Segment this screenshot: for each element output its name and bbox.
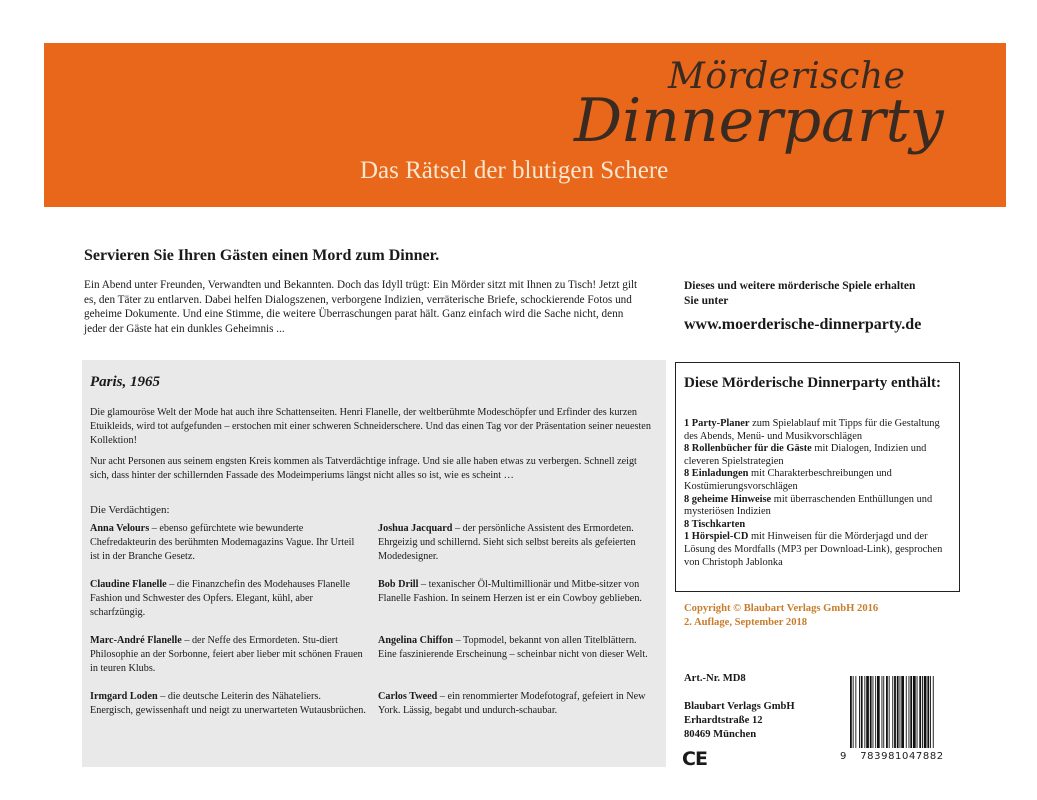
suspect-entry [90,522,366,564]
suspect-name: Bob Drill [378,579,419,590]
suspect-description: – die Finanzchefin des Modehauses Flanelle Fashion und Schwester des Opfers. Elegant, kühl, aber scharfzüngig. [90,579,351,618]
barcode-bars-icon [850,676,962,750]
story-paragraph: Die glamouröse Welt der Mode hat auch ihre Schattenseiten. Henri Flanelle, der weltberühmte Modeschöpfer und Erfinder des kurzen Etuikleids, wird tot aufgefunden – erstochen mit einer schweren Schneiderschere. Und das einen Tag vor der Präsentation seiner neuesten Kollektion! [90,407,651,446]
ce-mark-icon: CE [682,748,707,770]
brand-title-line1: Mörderische [668,56,906,97]
contents-item [684,468,956,493]
suspect-name: Claudine Flanelle [90,579,167,590]
contents-item-label: 8 geheime Hinweise [684,493,772,505]
suspect-entry [378,578,654,606]
contents-item-label: 1 Hörspiel-CD [684,531,749,543]
suspect-description: – texanischer Öl-Multimillionär und Mitbe-sitzer von Flanelle Fashion. In seinem Herzen ist er ein Cowboy geblieben. [378,579,642,604]
suspect-entry [90,634,366,676]
suspect-name: Marc-André Flanelle [90,635,182,646]
contents-item-text: mit Charakterbeschreibungen und Kostümierungsvorschlägen [684,468,892,492]
contents-item [684,494,956,519]
suspect-description: – Topmodel, bekannt von allen Titelblättern. Eine faszinierende Erscheinung – scheinbar nicht von dieser Welt. [378,635,648,660]
suspect-entry [378,634,654,662]
contents-list [684,418,956,569]
promo-text: Dieses und weitere mörderische Spiele erhalten Sie unter [684,280,916,307]
story-paragraph: Nur acht Personen aus seinem engsten Kreis kommen als Tatverdächtige infrage. Und sie alle haben etwas zu verbergen. Schnell zeigt sich, dass hinter der schillernden Fassade des Modeimperiums längst nicht alles so ist, wie es scheint … [90,456,637,481]
suspect-entry [378,522,654,564]
suspect-name: Carlos Tweed [378,691,438,702]
suspect-name: Irmgard Loden [90,691,158,702]
contents-item-label: 1 Party-Planer [684,418,750,429]
contents-item [684,519,956,532]
suspect-name: Anna Velours [90,523,150,534]
contents-item [684,531,956,569]
contents-item [684,418,956,443]
contents-item-text: mit Hinweisen für die Mörderjagd und der Lösung des Mordfalls (MP3 per Download-Link), gesprochen von Christoph Jablonka [684,531,943,568]
contents-item-label: 8 Einladungen [684,468,749,480]
publisher-address [684,700,795,742]
publisher-name: Blaubart Verlags GmbH [684,701,795,712]
barcode-first-digit: 9 [840,751,847,762]
copyright-line: Copyright © Blaubart Verlags GmbH 2016 [684,603,879,614]
intro-paragraph: Ein Abend unter Freunden, Verwandten und Bekannten. Doch das Idyll trügt: Ein Mörder sitzt mit Ihnen zu Tisch! Jetzt gilt es, den Täter zu entlarven. Dabei helfen Dialogszenen, verborgene Indizien, verräterische Briefe, schockierende Fotos und geheime Dokumente. Und eine Stimme, die weitere Überraschungen parat hält. Ganz einfach wird die Sache nicht, denn jeder der Gäste hat ein dunkles Geheimnis ... [84,279,638,335]
contents-item-text: zum Spielablauf mit Tipps für die Gestaltung des Abends, Menü- und Musikvorschlägen [684,418,940,442]
game-subtitle: Das Rätsel der blutigen Schere [360,157,669,184]
website-link[interactable]: www.moerderische-dinnerparty.de [684,316,922,333]
publisher-street: Erhardtstraße 12 [684,715,763,726]
contents-item-text: mit Dialogen, Indizien und cleveren Spielstrategien [684,443,927,467]
suspect-entry [378,690,654,718]
brand-title-line2: Dinnerparty [574,86,944,156]
contents-title: Diese Mörderische Dinnerparty enthält: [684,375,942,391]
edition-line: 2. Auflage, September 2018 [684,617,808,628]
suspect-entry [90,690,366,718]
story-title: Paris, 1965 [90,374,161,390]
copyright-notice [684,602,878,630]
article-number: Art.-Nr. MD8 [684,673,746,684]
suspect-description: – der persönliche Assistent des Ermordeten. Ehrgeizig und schillernd. Sieht sich selbst bereits als gefeierten Modedesigner. [378,523,636,562]
contents-item-label: 8 Rollenbücher für die Gäste [684,443,812,455]
contents-item-label: 8 Tischkarten [684,518,746,530]
contents-item [684,443,956,468]
suspect-name: Joshua Jacquard [378,523,453,534]
publisher-city: 80469 München [684,729,757,740]
suspect-name: Angelina Chiffon [378,635,454,646]
suspect-description: – der Neffe des Ermordeten. Stu-diert Philosophie an der Sorbonne, feiert aber lieber mit schönen Frauen in teuren Klubs. [90,635,363,674]
barcode [834,676,964,766]
suspect-description: – ebenso gefürchtete wie bewunderte Chefredakteurin des berühmten Modemagazins Vague. Ihr Urteil ist in der Branche Gesetz. [90,523,355,562]
headline: Servieren Sie Ihren Gästen einen Mord zum Dinner. [84,247,440,264]
suspect-description: – ein renommierter Modefotograf, gefeiert in New York. Lässig, begabt und undurch-schaubar. [378,691,646,716]
suspects-heading: Die Verdächtigen: [90,504,170,516]
suspect-description: – die deutsche Leiterin des Nähateliers. Energisch, gewissenhaft und neigt zu unerwarteten Wutausbrüchen. [90,691,366,716]
contents-item-text: mit überraschenden Enthüllungen und mysteriösen Indizien [684,493,933,518]
suspect-entry [90,578,366,620]
barcode-digits: 783981047882 [860,751,944,762]
